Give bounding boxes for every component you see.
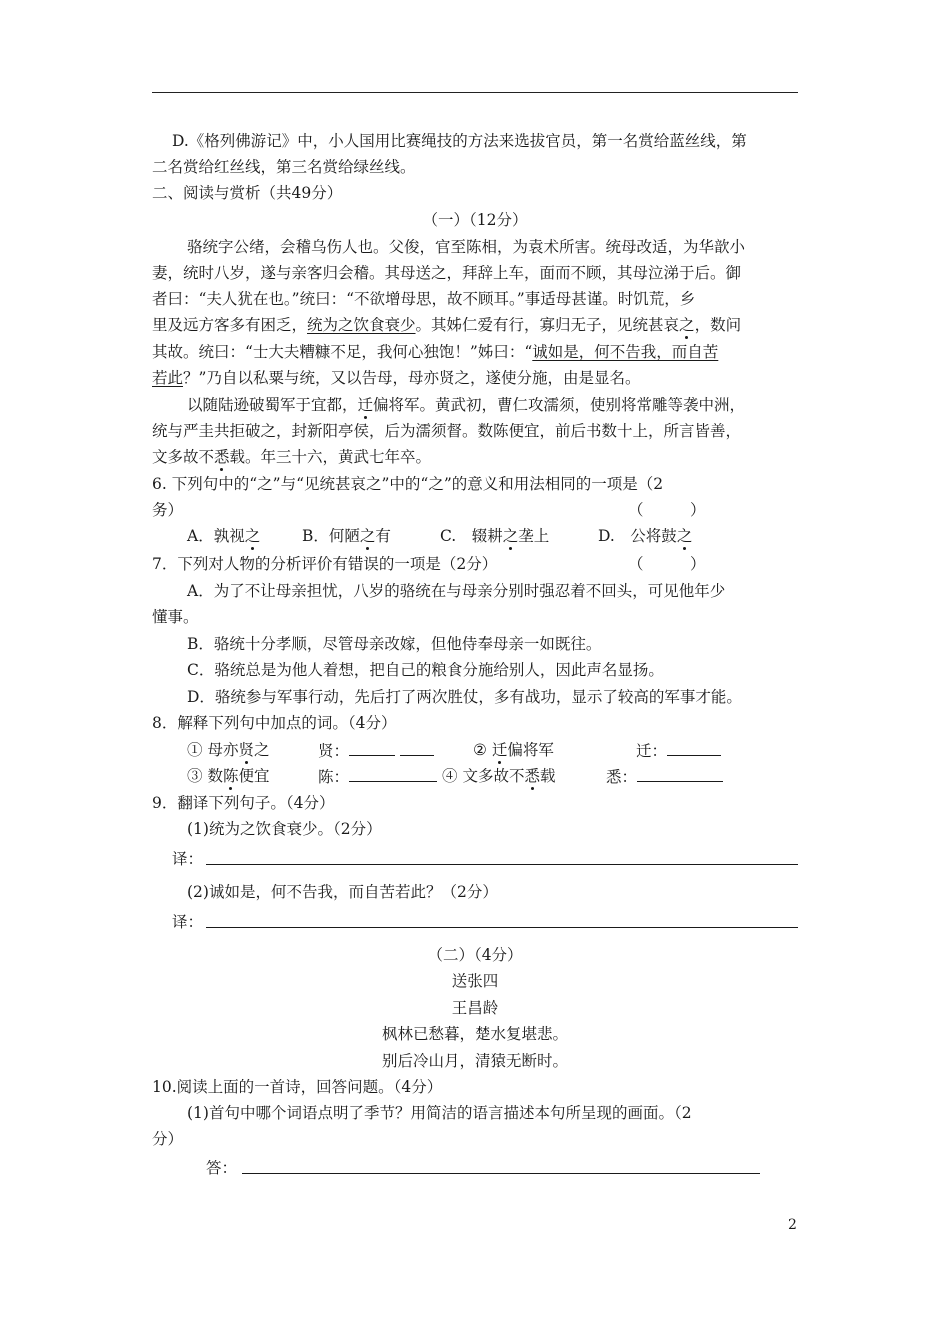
q6-stem-cont: 务） xyxy=(152,501,184,519)
q7-option-a-cont: 懂事。 xyxy=(152,608,199,626)
q9-sentence-2: (2)诚如是，何不告我，而自苦若此？（2分） xyxy=(187,883,498,901)
page-number: 2 xyxy=(788,1217,797,1233)
q8-item-2-answer[interactable]: 迁： xyxy=(636,739,721,762)
underlined-sentence-1: 统为之饮食衰少 xyxy=(307,316,416,334)
q9-answer-line-2[interactable] xyxy=(206,927,798,928)
q6-option-c: C. 辍耕之垄上 xyxy=(440,527,550,545)
q9-translate-label-2: 译： xyxy=(172,913,204,931)
prev-option-d-line1: D.《格列佛游记》中，小人国用比赛绳技的方法来选拔官员，第一名赏给蓝丝线，第 xyxy=(172,132,747,150)
q7-option-a: A．为了不让母亲担忧，八岁的骆统在与母亲分别时强忍着不回头，可见他年少 xyxy=(187,582,726,600)
passage1-line: 其故。统曰：“士大夫糟糠不足，我何心独饱！”姊曰：“诚如是，何不告我，而自苦 xyxy=(152,343,719,361)
dotted-char: 悉 xyxy=(214,448,230,466)
q8-item-1-answer[interactable]: 贤： xyxy=(318,739,434,762)
q8-item-4-answer[interactable]: 悉： xyxy=(606,765,723,788)
q7-answer-paren: （ ） xyxy=(628,555,706,573)
q10-answer-label: 答： xyxy=(206,1159,238,1177)
passage1-line: 骆统字公绪，会稽乌伤人也。父俊，官至陈相，为袁术所害。统母改适，为华歆小 xyxy=(187,238,746,256)
poem-author: 王昌龄 xyxy=(451,999,499,1017)
poem-line-2: 别后冷山月，清猿无断时。 xyxy=(381,1052,568,1070)
q9-stem: 9．翻译下列句子。（4分） xyxy=(152,794,335,812)
passage2-heading: （二）（4分） xyxy=(427,946,523,964)
dotted-char: 迁 xyxy=(357,396,374,414)
passage1-line: 统与严圭共拒破之，封新阳亭侯，后为濡须督。数陈便宜，前后书数十上，所言皆善， xyxy=(152,422,742,440)
poem-line-1: 枫林已愁暮，楚水复堪悲。 xyxy=(381,1025,568,1043)
q8-stem: 8．解释下列句中加点的词。（4分） xyxy=(152,714,397,732)
q6-answer-paren: （ ） xyxy=(628,501,706,519)
q8-item-3-answer[interactable]: 陈： xyxy=(318,765,437,788)
passage1-line: 以随陆逊破蜀军于宜都，迁偏将军。黄武初，曹仁攻濡须，使别将常雕等袭中洲， xyxy=(187,396,746,414)
underlined-sentence-2-cont: 若此 xyxy=(152,369,184,387)
underlined-sentence-2: 诚如是，何不告我，而自苦 xyxy=(532,343,719,361)
passage1-line: 妻，统时八岁，遂与亲客归会稽。其母送之，拜辞上车，面而不顾，其母泣涕于后。御 xyxy=(152,264,742,282)
q9-answer-line-1[interactable] xyxy=(206,864,798,865)
q10-sub-1-cont: 分） xyxy=(152,1130,184,1148)
q6-option-d: D. 公将鼓之 xyxy=(598,527,693,545)
q8-item-4: ④ 文多故不悉载 xyxy=(442,767,556,785)
q10-answer-line[interactable] xyxy=(242,1173,760,1174)
q9-translate-label-1: 译： xyxy=(172,850,204,868)
q10-sub-1: (1)首句中哪个词语点明了季节？用简洁的语言描述本句所呈现的画面。（2 xyxy=(187,1104,692,1122)
q6-stem: 6. 下列句中的“之”与“见统甚哀之”中的“之”的意义和用法相同的一项是（2 xyxy=(152,475,664,493)
q8-item-1: ① 母亦贤之 xyxy=(187,741,270,759)
poem-title: 送张四 xyxy=(451,972,499,990)
q7-option-c: C．骆统总是为他人着想，把自己的粮食分施给别人，因此声名显扬。 xyxy=(187,661,664,679)
header-rule xyxy=(152,92,798,93)
q8-item-3: ③ 数陈便宜 xyxy=(187,767,270,785)
q7-stem: 7．下列对人物的分析评价有错误的一项是（2分） xyxy=(152,555,498,573)
q7-option-d: D．骆统参与军事行动，先后打了两次胜仗，多有战功，显示了较高的军事才能。 xyxy=(187,688,742,706)
passage1-line: 若此？”乃自以私粟与统，又以告母，母亦贤之，遂使分施，由是显名。 xyxy=(152,369,641,387)
q10-stem: 10.阅读上面的一首诗，回答问题。（4分） xyxy=(152,1078,443,1096)
q8-item-2: ② 迁偏将军 xyxy=(473,741,554,759)
q7-option-b: B．骆统十分孝顺，尽管母亲改嫁，但他侍奉母亲一如既往。 xyxy=(187,635,602,653)
passage1-line: 里及远方客多有困乏，统为之饮食衰少。其姊仁爱有行，寡归无子，见统甚哀之，数问 xyxy=(152,316,742,334)
dotted-char: 之 xyxy=(679,316,695,334)
prev-option-d-line2: 二名赏给红丝线，第三名赏给绿丝线。 xyxy=(152,158,416,176)
passage1-line: 文多故不悉载。年三十六，黄武七年卒。 xyxy=(152,448,432,466)
section-title: 二、阅读与赏析（共49分） xyxy=(152,184,343,202)
passage1-heading: （一）（12分） xyxy=(422,211,528,229)
passage1-line: 者曰：“夫人犹在也。”统曰：“不欲增母思，故不顾耳。”事适母甚谨。时饥荒，乡 xyxy=(152,290,696,308)
q9-sentence-1: (1)统为之饮食衰少。（2分） xyxy=(187,820,382,838)
q6-option-b: B．何陋之有 xyxy=(302,527,391,545)
q6-option-a: A．孰视之 xyxy=(187,527,261,545)
